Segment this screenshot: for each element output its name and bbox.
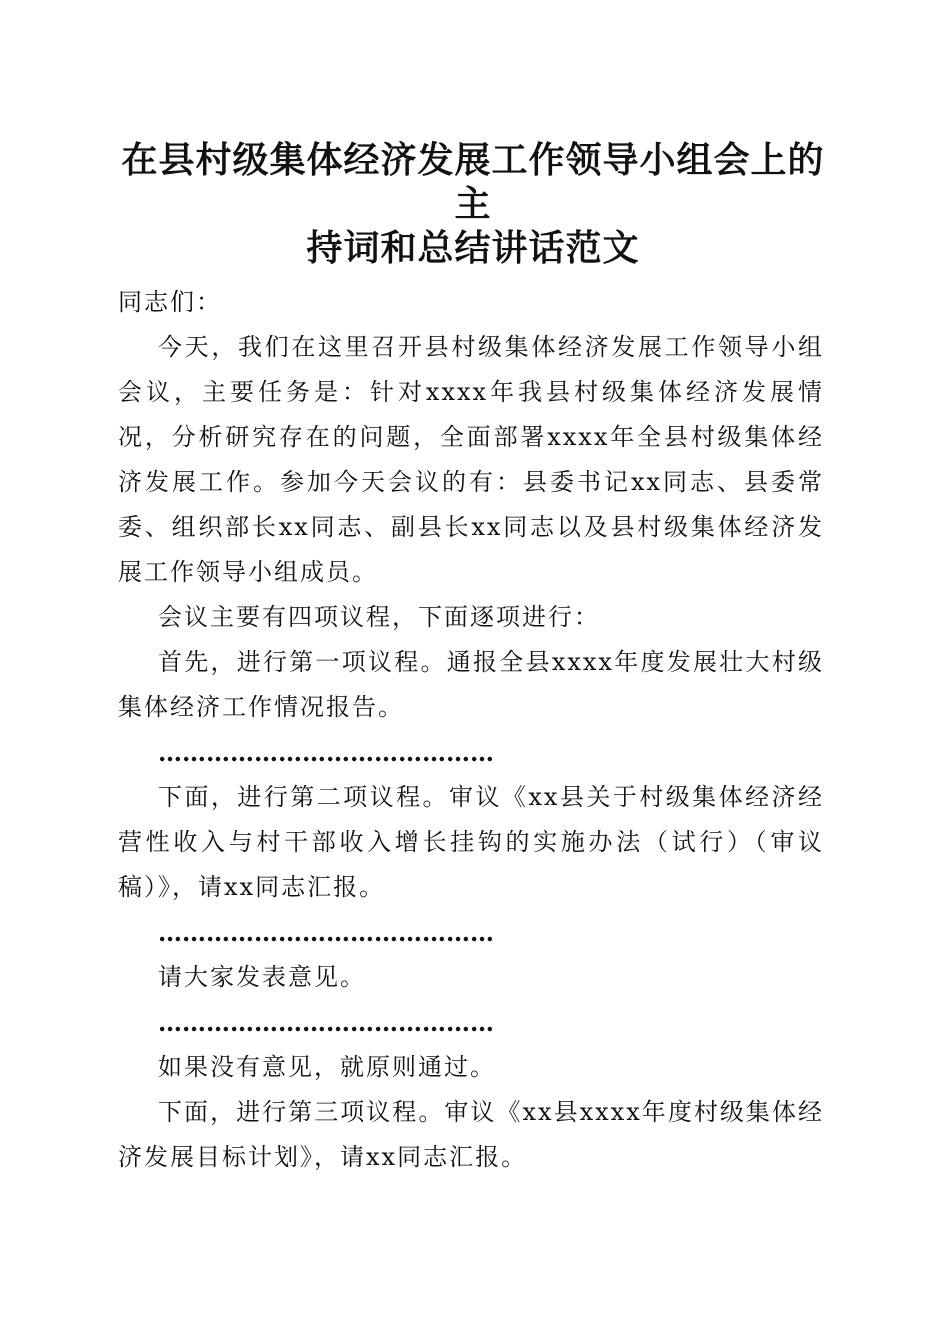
paragraph-opening: 今天，我们在这里召开县村级集体经济发展工作领导小组会议，主要任务是：针对xxxx年我县村级集体经济发展情况，分析研究存在的问题，全面部署xxxx年全县村级集体经济发展工作。参加今天会议的有：县委书记xx同志、县委常委、组织部长xx同志、副县长xx同志以及县村级集体经济发展工作领导小组成员。 — [118, 333, 824, 586]
title-line-2: 持词和总结讲话范文 — [306, 227, 640, 269]
document-body — [118, 280, 824, 1180]
paragraph-agenda: 会议主要有四项议程，下面逐项进行： — [158, 603, 600, 631]
paragraph-item-three: 下面，进行第三项议程。审议《xx县xxxx年度村级集体经济发展目标计划》，请xx同志汇报。 — [118, 1098, 824, 1171]
paragraph-item-two: 下面，进行第二项议程。审议《xx县关于村级集体经济经营性收入与村干部收入增长挂钩的实施办法（试行）（审议稿）》，请xx同志汇报。 — [118, 783, 824, 901]
ellipsis-separator: …………………………………… — [158, 738, 494, 767]
ellipsis-separator: …………………………………… — [158, 918, 494, 947]
title-line-1: 在县村级集体经济发展工作领导小组会上的主 — [121, 139, 825, 225]
salutation: 同志们： — [118, 288, 222, 316]
page-title — [118, 138, 828, 270]
paragraph-item-one: 首先，进行第一项议程。通报全县xxxx年度发展壮大村级集体经济工作情况报告。 — [118, 648, 824, 721]
ellipsis-separator: …………………………………… — [158, 1008, 494, 1037]
paragraph-approval: 如果没有意见，就原则通过。 — [158, 1053, 496, 1081]
paragraph-opinions: 请大家发表意见。 — [158, 963, 366, 991]
